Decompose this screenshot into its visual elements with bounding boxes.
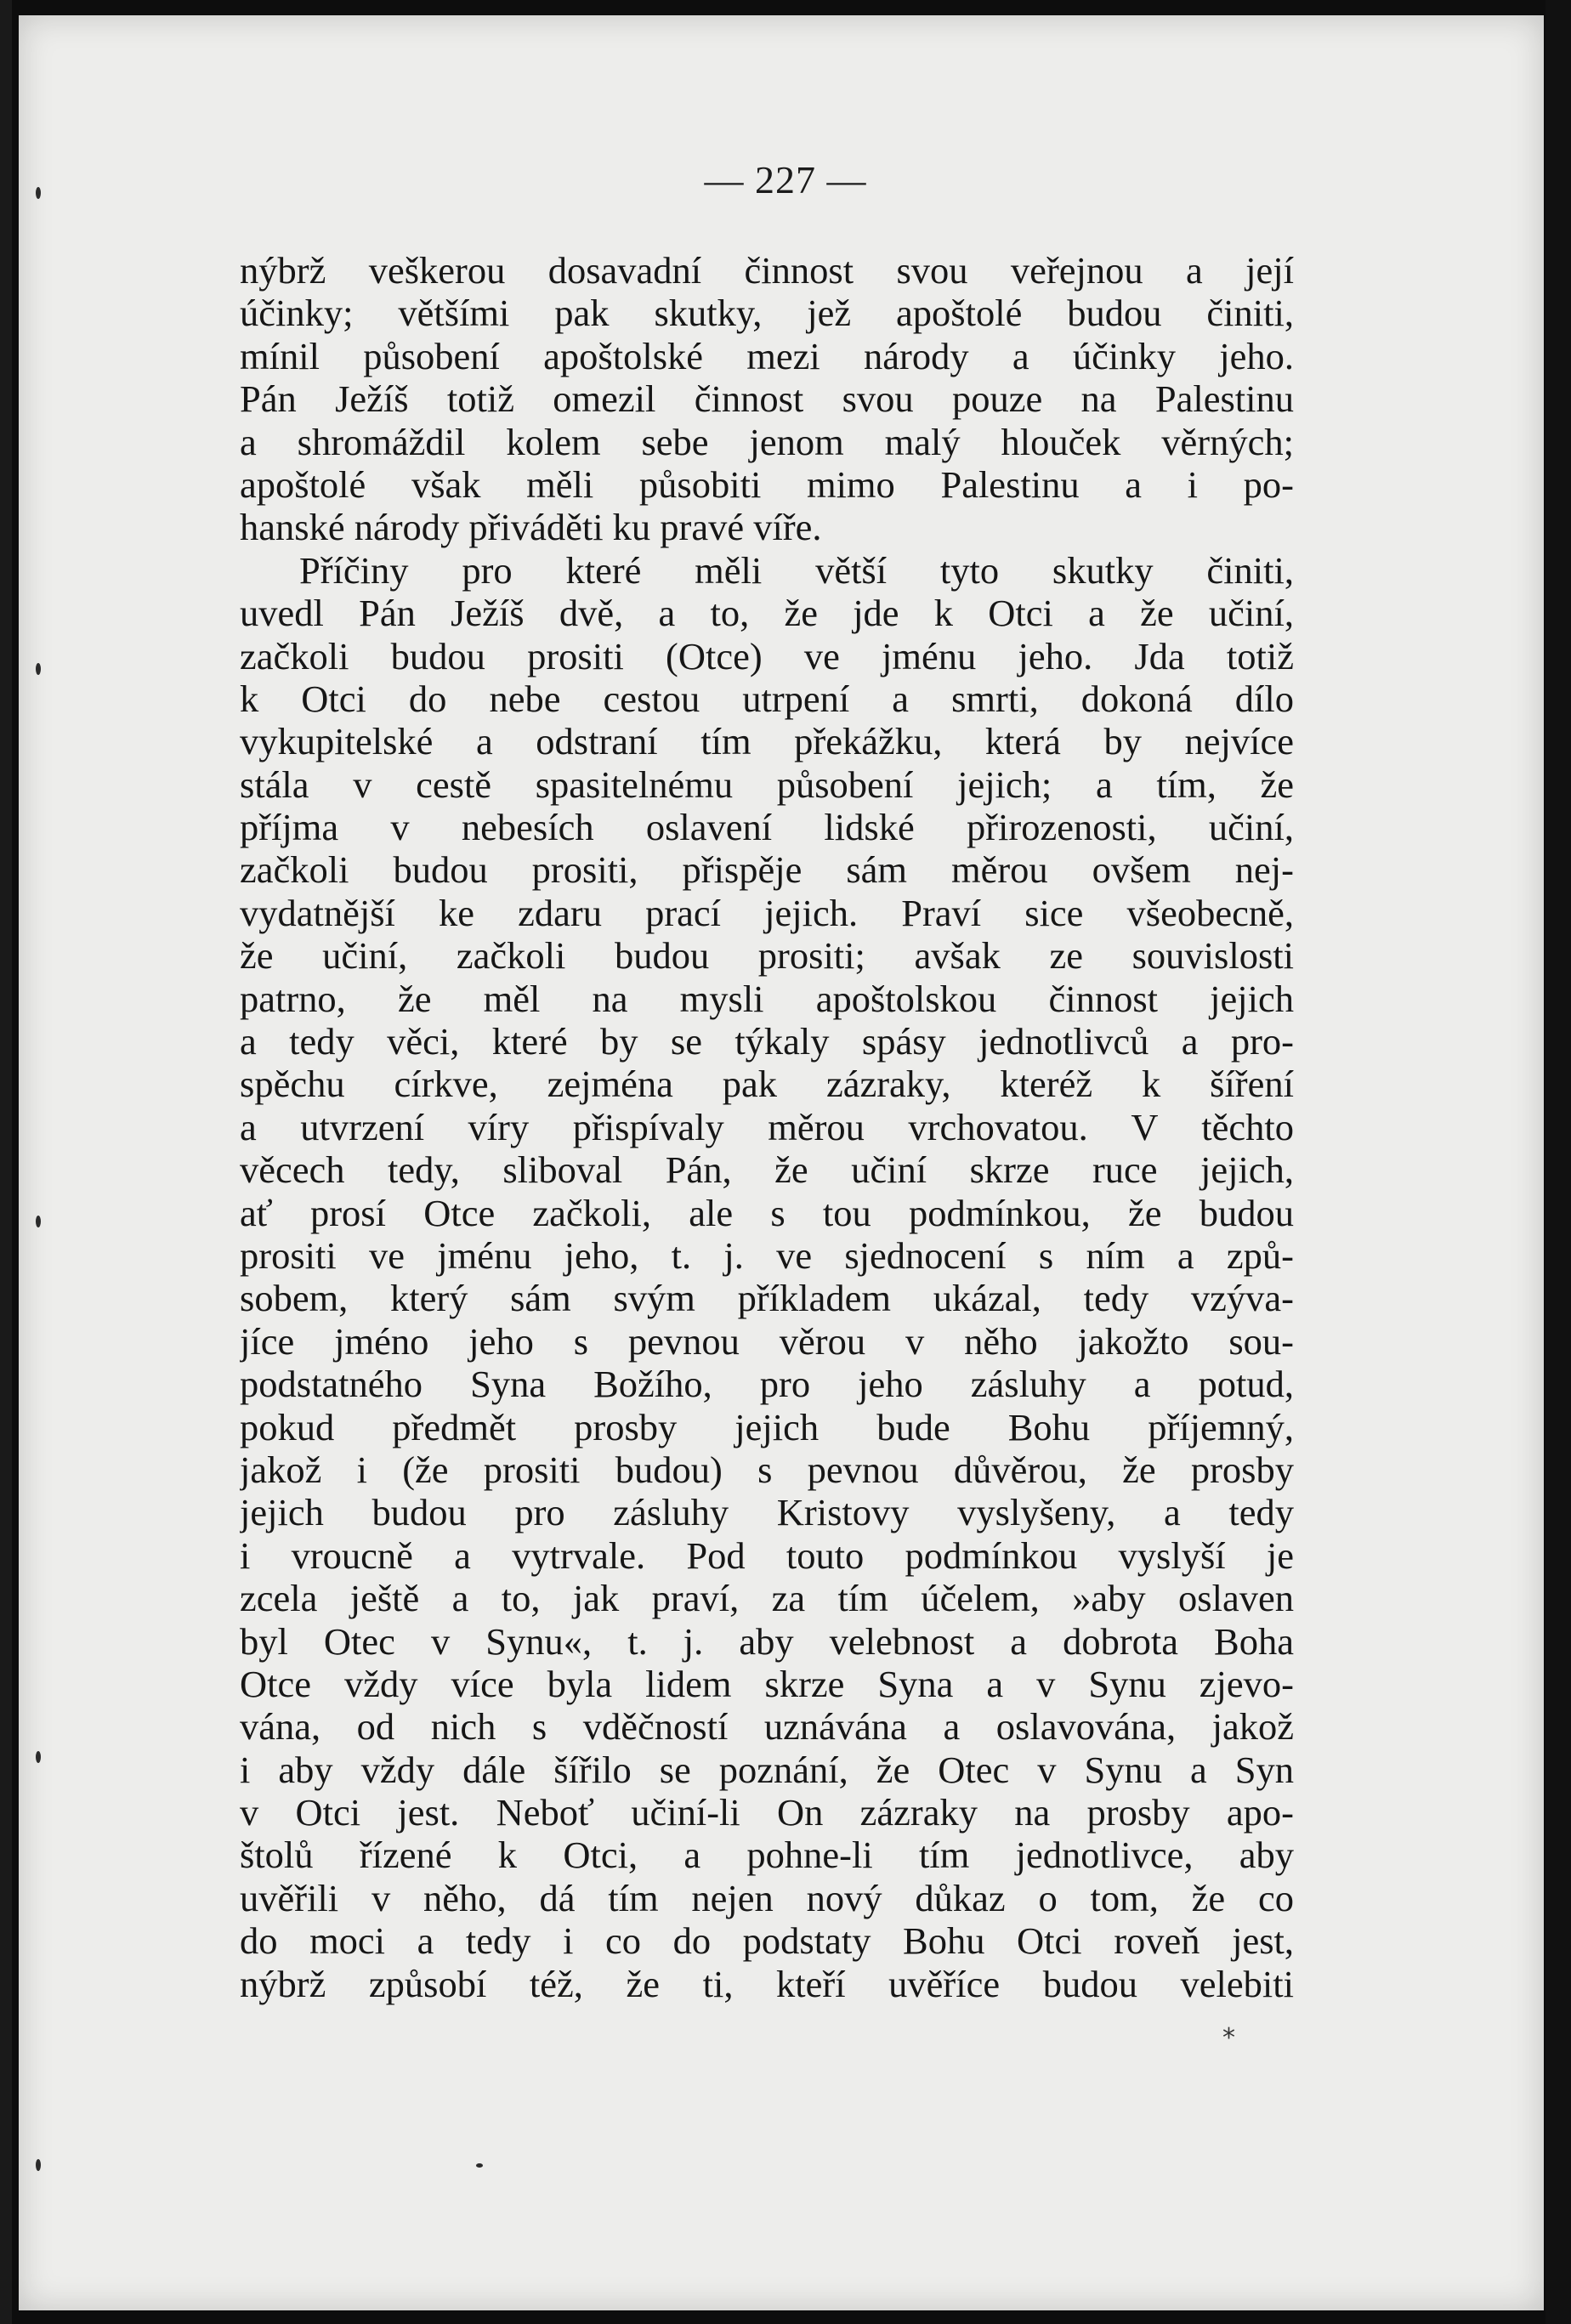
dust-speck xyxy=(36,1216,41,1227)
dust-speck xyxy=(36,2159,41,2171)
text-line: ať prosí Otce začkoli, ale s tou podmínkou, že budou xyxy=(240,1191,1294,1234)
left-binding-edge xyxy=(0,0,12,2324)
text-line: i aby vždy dále šířilo se poznání, že Otec v Synu a Syn xyxy=(240,1748,1294,1791)
text-line: k Otci do nebe cestou utrpení a smrti, dokoná dílo xyxy=(240,677,1294,720)
text-line: vydatnější ke zdaru prací jejich. Praví sice všeobecně, xyxy=(240,891,1294,934)
text-line: mínil působení apoštolské mezi národy a účinky jeho. xyxy=(240,334,1294,377)
dust-speck xyxy=(476,2163,483,2168)
text-line: jakož i (že prositi budou) s pevnou důvěrou, že prosby xyxy=(240,1448,1294,1491)
text-line: pokud předmět prosby jejich bude Bohu příjemný, xyxy=(240,1405,1294,1448)
signature-mark: * xyxy=(1222,2023,1235,2053)
text-line: do moci a tedy i co do podstaty Bohu Otci roveň jest, xyxy=(240,1919,1294,1963)
text-line: v Otci jest. Neboť učiní-li On zázraky na prosby apo- xyxy=(240,1791,1294,1834)
text-line: účinky; většími pak skutky, jež apoštolé budou činiti, xyxy=(240,292,1294,335)
text-line: byl Otec v Synu«, t. j. aby velebnost a dobrota Boha xyxy=(240,1619,1294,1663)
text-line: vykupitelské a odstraní tím překážku, která by nejvíce xyxy=(240,720,1294,763)
text-line: patrno, že měl na mysli apoštolskou činnost jejich xyxy=(240,977,1294,1020)
text-line: nýbrž způsobí též, že ti, kteří uvěříce budou velebiti xyxy=(240,1962,1294,2005)
body-text xyxy=(240,249,1294,2005)
text-line: nýbrž veškerou dosavadní činnost svou veřejnou a její xyxy=(240,249,1294,292)
text-line: a tedy věci, které by se týkaly spásy jednotlivců a pro- xyxy=(240,1020,1294,1063)
text-line: apoštolé však měli působiti mimo Palestinu a i po- xyxy=(240,462,1294,506)
text-line: prositi ve jménu jeho, t. j. ve sjednocení s ním a způ- xyxy=(240,1233,1294,1277)
page-number: — 227 — xyxy=(704,158,867,201)
text-line: a shromáždil kolem sebe jenom malý hlouček věrných; xyxy=(240,420,1294,463)
text-line: jejich budou pro zásluhy Kristovy vyslyšeny, a tedy xyxy=(240,1491,1294,1534)
text-line: štolů řízené k Otci, a pohne-li tím jednotlivce, aby xyxy=(240,1834,1294,1877)
text-line: stála v cestě spasitelnému působení jejich; a tím, že xyxy=(240,762,1294,806)
text-line: a utvrzení víry přispívaly měrou vrchovatou. V těchto xyxy=(240,1105,1294,1148)
text-line: příjma v nebesích oslavení lidské přirozenosti, učiní, xyxy=(240,806,1294,849)
text-line: spěchu církve, zejména pak zázraky, kteréž k šíření xyxy=(240,1063,1294,1106)
text-line: uvěřili v něho, dá tím nejen nový důkaz o tom, že co xyxy=(240,1876,1294,1919)
right-scan-edge xyxy=(1545,0,1571,2324)
text-line: Příčiny pro které měli větší tyto skutky činiti, xyxy=(299,548,1294,592)
text-line: Otce vždy více byla lidem skrze Syna a v Synu zjevo- xyxy=(240,1662,1294,1705)
dust-speck xyxy=(36,187,41,199)
text-line: i vroucně a vytrvale. Pod touto podmínkou vyslyší je xyxy=(240,1533,1294,1577)
text-line: podstatného Syna Božího, pro jeho zásluhy a potud, xyxy=(240,1363,1294,1406)
text-line: začkoli budou prositi, přispěje sám měrou ovšem nej- xyxy=(240,848,1294,892)
text-line: vána, od nich s vděčností uznávána a oslavována, jakož xyxy=(240,1705,1294,1749)
text-line: Pán Ježíš totiž omezil činnost svou pouze na Palestinu xyxy=(240,377,1294,421)
text-line: sobem, který sám svým příkladem ukázal, tedy vzýva- xyxy=(240,1277,1294,1320)
text-line: uvedl Pán Ježíš dvě, a to, že jde k Otci a že učiní, xyxy=(240,592,1294,635)
text-line: věcech tedy, sliboval Pán, že učiní skrze ruce jejich, xyxy=(240,1148,1294,1192)
text-line: hanské národy přiváděti ku pravé víře. xyxy=(240,506,822,549)
dust-speck xyxy=(36,1751,41,1763)
text-line: že učiní, začkoli budou prositi; avšak ze souvislosti xyxy=(240,934,1294,978)
text-line: jíce jméno jeho s pevnou věrou v něho jakožto sou- xyxy=(240,1319,1294,1363)
text-line: zcela ještě a to, jak praví, za tím účelem, »aby oslaven xyxy=(240,1577,1294,1620)
dust-speck xyxy=(36,663,41,675)
text-line: začkoli budou prositi (Otce) ve jménu jeho. Jda totiž xyxy=(240,634,1294,677)
